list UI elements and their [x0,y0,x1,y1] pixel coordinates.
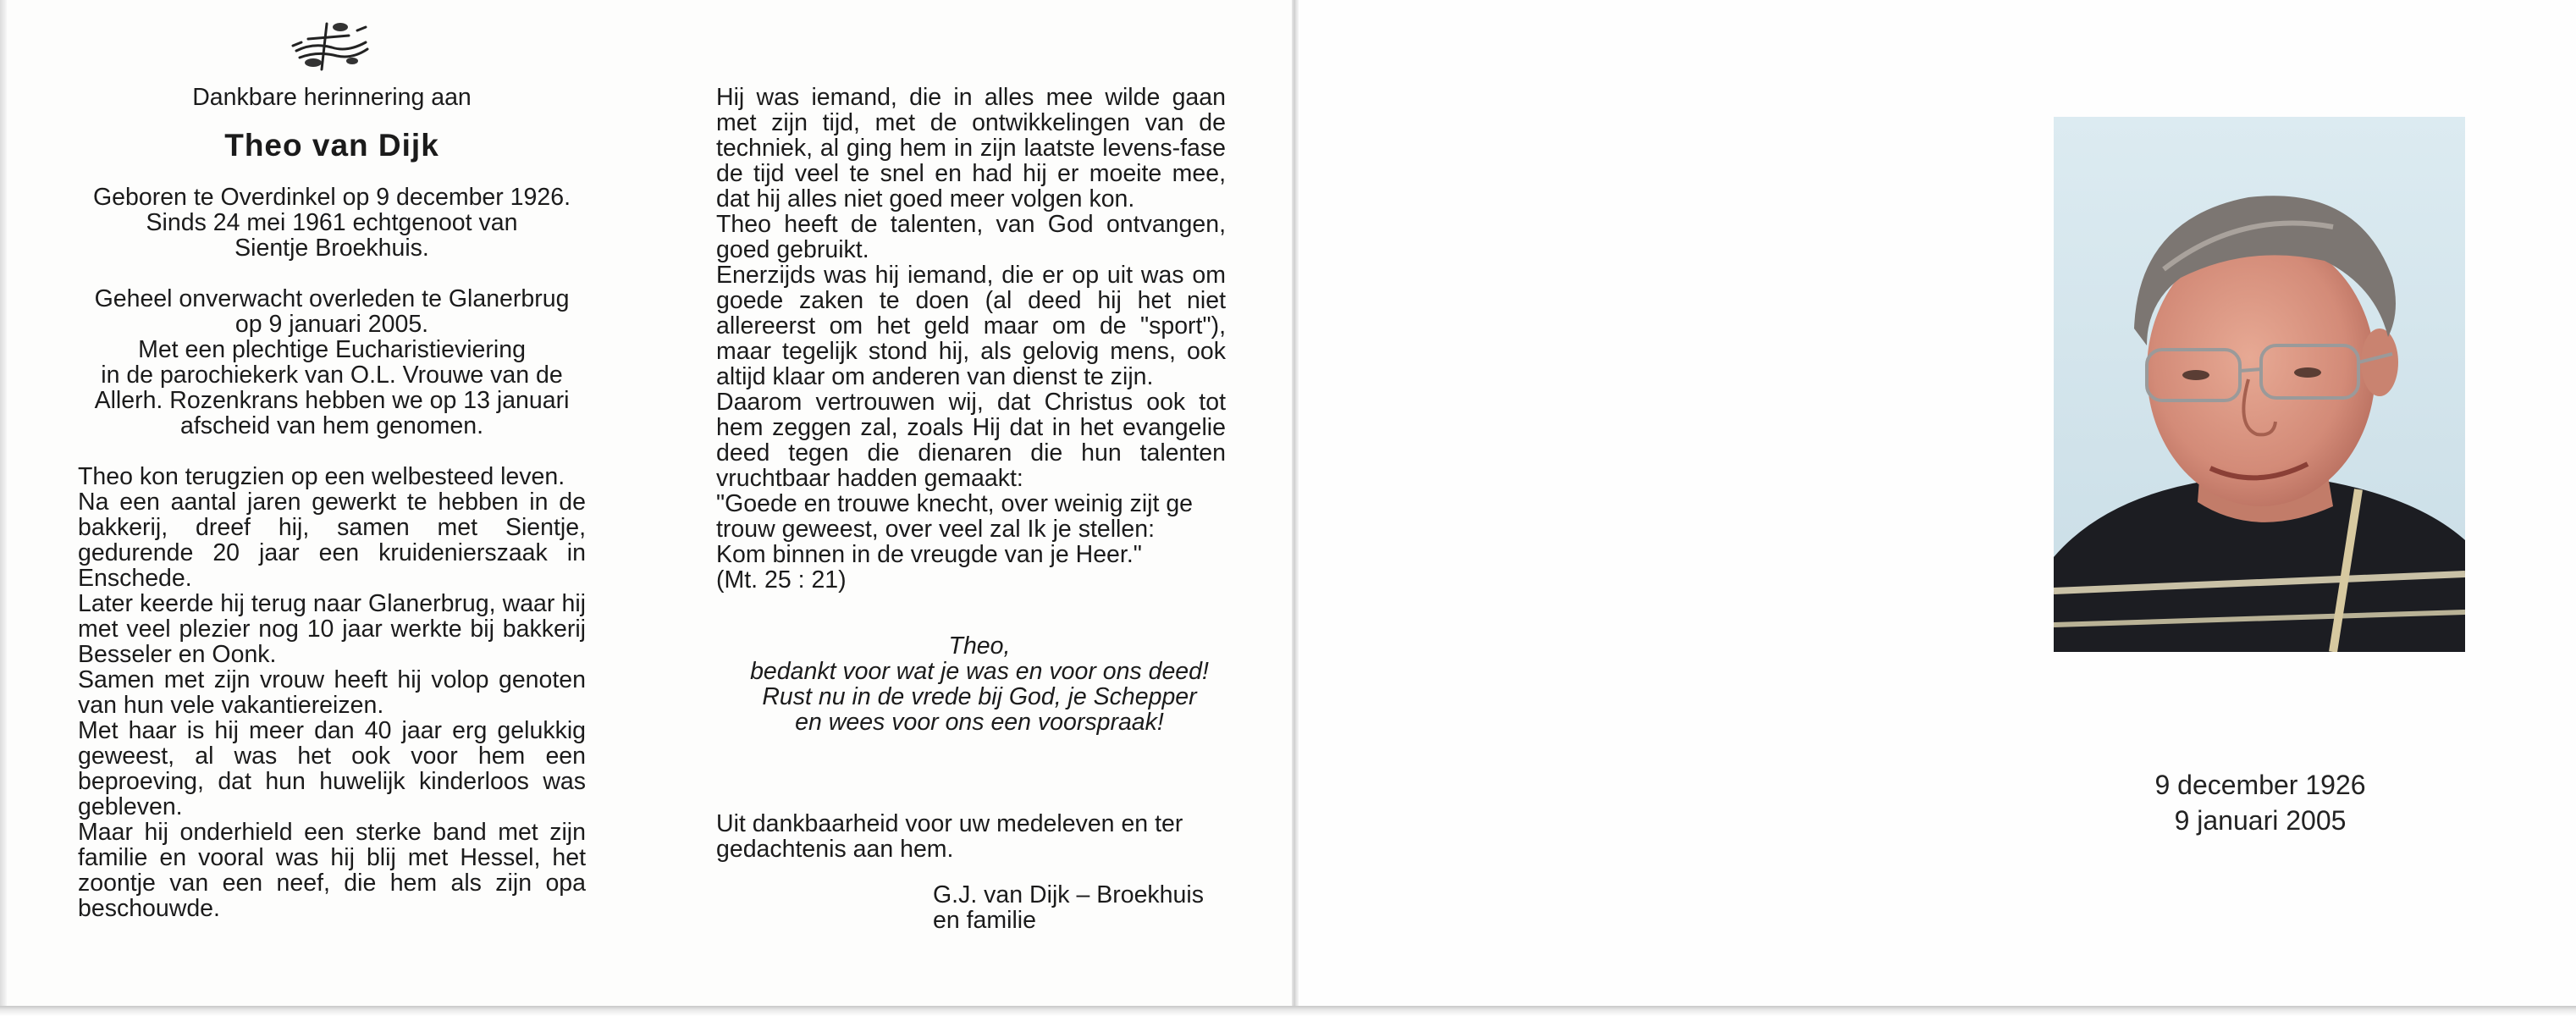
left-column [78,85,586,921]
thanks-line: Uit dankbaarheid voor uw medeleven en ter [716,810,1183,837]
prayer-line: Rust nu in de vrede bij God, je Schepper [762,683,1197,710]
reflection-paragraph: Daarom vertrouwen wij, dat Christus ook tot hem zeggen zal, zoals Hij dat in het evangelie deed tegen die dienaren die hun talenten vruchtbaar hadden gemaakt: [716,389,1226,492]
signature-line: en familie [933,907,1036,934]
signature [933,882,1226,933]
bio-paragraph: Later keerde hij terug naar Glanerbrug, waar hij met veel plezier nog 10 jaar werkte bij bakkerij Besseler en Oonk. [78,590,586,668]
scripture-line: trouw geweest, over veel zal Ik je stellen: [716,516,1155,543]
prayer-line: en wees voor ons een voorspraak! [795,709,1164,736]
scripture-line: "Goede en trouwe knecht, over weinig zijt ge [716,490,1194,517]
bio-paragraph: Met haar is hij meer dan 40 jaar erg gelukkig geweest, al was het ook voor hem een beproeving, dat hun huwelijk kinderloos was gebleven. [78,717,586,820]
bio-paragraph: Theo kon terugzien op een welbesteed leven. [78,463,565,490]
funeral-date-line: Allerh. Rozenkrans hebben we op 13 januari [94,387,570,414]
reflection-paragraph: Hij was iemand, die in alles mee wilde gaan met zijn tijd, met de ontwikkelingen van de techniek, al ging hem in zijn laatste levens-fase de tijd veel te snel en had hij er moeite mee, dat hij alles niet goed meer volgen kon. [716,84,1226,213]
deceased-name: Theo van Dijk [224,128,439,163]
death-line: Geheel onverwacht overleden te Glanerbrug [94,285,570,312]
thanks-note [716,811,1226,862]
biography [78,464,586,921]
death-block [78,286,586,439]
birth-date: 9 december 1926 [2154,770,2366,800]
signature-line: G.J. van Dijk – Broekhuis [933,881,1204,908]
bio-paragraph: Maar hij onderhield een sterke band met zijn familie en vooral was hij blij met Hessel, het zoontje van een neef, die hem als zijn opa beschouwde. [78,819,586,922]
spouse-line: Sientje Broekhuis. [234,235,429,262]
reflection-text [716,85,1226,491]
reflection-paragraph: Enerzijds was hij iemand, die er op uit was om goede zaken te doen (al deed hij het niet allereerst om het geld maar om de "sport"), maar tegelijk stond hij, als gelovig mens, ook altijd klaar om anderen van dienst te zijn. [716,262,1226,390]
card-fold-line [1292,0,1299,1009]
scripture-line: Kom binnen in de vreugde van je Heer." [716,541,1142,568]
reflection-paragraph: Theo heeft de talenten, van God ontvangen, goed gebruikt. [716,211,1226,263]
prayer-line: bedankt voor wat je was en voor ons deed! [750,658,1209,685]
scripture-reference: (Mt. 25 : 21) [716,566,847,594]
bio-paragraph: Samen met zijn vrouw heeft hij volop genoten van hun vele vakantiereizen. [78,666,586,719]
cross-with-bread-icon [288,17,372,75]
memorial-heading: Dankbare herinnering aan [192,84,472,111]
card-left-edge [0,0,7,1009]
portrait-photo [2054,117,2465,652]
prayer-line: Theo, [948,632,1011,660]
death-date: 9 januari 2005 [2174,805,2347,836]
scripture-quote [716,491,1226,593]
prayer [733,633,1226,735]
birth-block [78,185,586,261]
birth-line: Geboren te Overdinkel op 9 december 1926. [92,184,571,211]
life-dates [2082,767,2438,838]
thanks-line: gedachtenis aan hem. [716,836,954,863]
marriage-line: Sinds 24 mei 1961 echtgenoot van [146,209,518,236]
farewell-line: afscheid van hem genomen. [179,412,484,439]
bio-paragraph: Na een aantal jaren gewerkt te hebben in de bakkerij, dreef hij, samen met Sientje, gedurende 20 jaar een kruidenierszaak in Enschede. [78,489,586,592]
church-line: in de parochiekerk van O.L. Vrouwe van de [101,362,563,389]
card-bottom-edge [0,1006,2576,1016]
middle-column [716,85,1226,933]
death-date-line: op 9 januari 2005. [234,311,429,338]
service-line: Met een plechtige Eucharistieviering [138,336,526,363]
